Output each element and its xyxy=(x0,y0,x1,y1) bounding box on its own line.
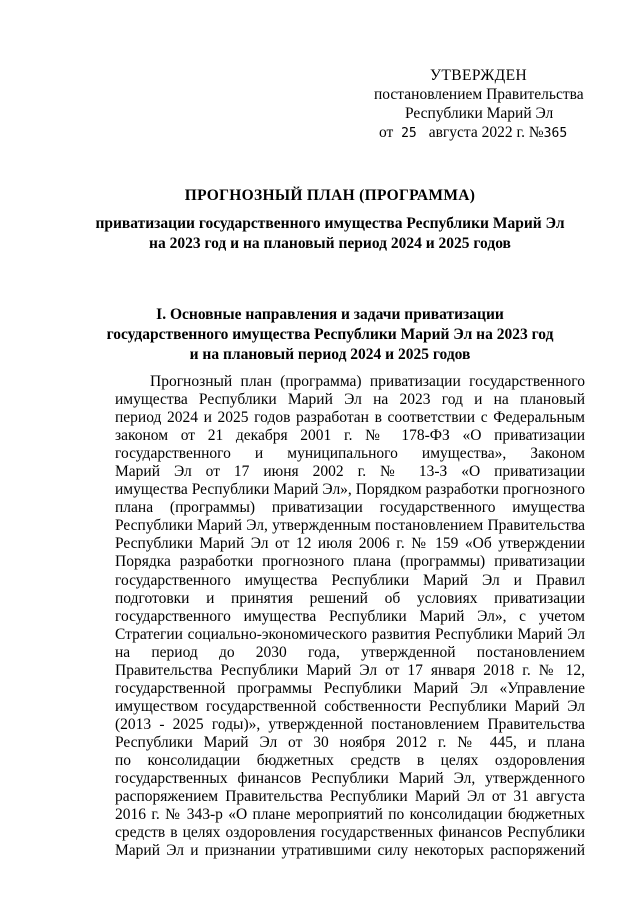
approval-month-year: августа 2022 г. № xyxy=(428,124,544,141)
main-title xyxy=(60,186,600,206)
section-heading-line: и на плановый период 2024 и 2025 годов xyxy=(189,346,471,363)
body-line: Стратегии социально-экономического развития Республики Марий Эл xyxy=(115,625,585,643)
body-line: государственных финансов Республики Марий Эл, утвержденного xyxy=(115,770,585,788)
subtitle-line: на 2023 год и на плановый период 2024 и 2025 годов xyxy=(149,235,511,252)
body-line: подготовки и принятия решений об условиях приватизации xyxy=(115,589,585,607)
body-line: законом от 21 декабря 2001 г. № 178-ФЗ «О приватизации xyxy=(115,427,585,445)
body-line: государственного имущества Республики Марий Эл», с учетом xyxy=(115,607,585,625)
main-title-text: ПРОГНОЗНЫЙ ПЛАН (ПРОГРАММА) xyxy=(184,187,476,204)
subtitle-line: приватизации государственного имущества Республики Марий Эл xyxy=(95,215,565,232)
approval-date-prefix: от xyxy=(379,124,394,141)
approval-title: УТВЕРЖДЕН xyxy=(430,67,528,84)
body-line: имущества Республики Марий Эл», Порядком разработки прогнозного xyxy=(115,481,585,499)
section-heading-line: государственного имущества Республики Марий Эл на 2023 год xyxy=(106,326,554,343)
body-paragraph xyxy=(115,373,585,860)
body-line: (2013 - 2025 годы)», утвержденной постановлением Правительства xyxy=(115,715,585,733)
body-line: Порядка разработки прогнозного плана (программы) приватизации xyxy=(115,553,585,571)
body-line: распоряжением Правительства Республики Марий Эл от 31 августа xyxy=(115,788,585,806)
approval-date-line xyxy=(360,123,610,143)
body-line: 2016 г. № 343-р «О плане мероприятий по консолидации бюджетных xyxy=(115,806,585,824)
body-line: Республики Марий Эл от 30 ноября 2012 г. № 445, и плана xyxy=(115,733,585,751)
body-line: Республики Марий Эл от 12 июля 2006 г. № 159 «Об утверждении xyxy=(115,535,585,553)
body-line: по консолидации бюджетных средств в целях оздоровления xyxy=(115,751,585,769)
body-line: средств в целях оздоровления государственных финансов Республики xyxy=(115,824,585,842)
body-line: Прогнозный план (программа) приватизации государственного xyxy=(150,373,585,390)
approval-line-3: Республики Марий Эл xyxy=(405,105,554,122)
approval-stamp xyxy=(360,66,610,143)
body-line: плана (программы) приватизации государственного имущества xyxy=(115,499,585,517)
body-line: на период до 2030 года, утвержденной постановлением xyxy=(115,643,585,661)
subtitle xyxy=(60,214,600,254)
section-heading xyxy=(60,305,600,365)
approval-number: 365 xyxy=(543,126,568,141)
body-line: государственной программы Республики Марий Эл «Управление xyxy=(115,679,585,697)
body-line: Марий Эл и признании утратившими силу некоторых распоряжений xyxy=(115,842,585,860)
section-heading-line: I. Основные направления и задачи приватизации xyxy=(156,306,504,323)
body-line: Республики Марий Эл, утвержденным постановлением Правительства xyxy=(115,517,585,535)
body-line: имуществом государственной собственности Республики Марий Эл xyxy=(115,697,585,715)
body-line: Марий Эл от 17 июня 2002 г. № 13-З «О приватизации xyxy=(115,463,585,481)
approval-day: 25 xyxy=(401,126,417,141)
body-line: государственного и муниципального имущества», Законом xyxy=(115,445,585,463)
body-line: имущества Республики Марий Эл на 2023 год и на плановый xyxy=(115,391,585,409)
body-line: государственного имущества Республики Марий Эл и Правил xyxy=(115,571,585,589)
body-line: Правительства Республики Марий Эл от 17 января 2018 г. № 12, xyxy=(115,661,585,679)
approval-line-2: постановлением Правительства xyxy=(374,86,584,103)
body-line: период 2024 и 2025 годов разработан в соответствии с Федеральным xyxy=(115,409,585,427)
